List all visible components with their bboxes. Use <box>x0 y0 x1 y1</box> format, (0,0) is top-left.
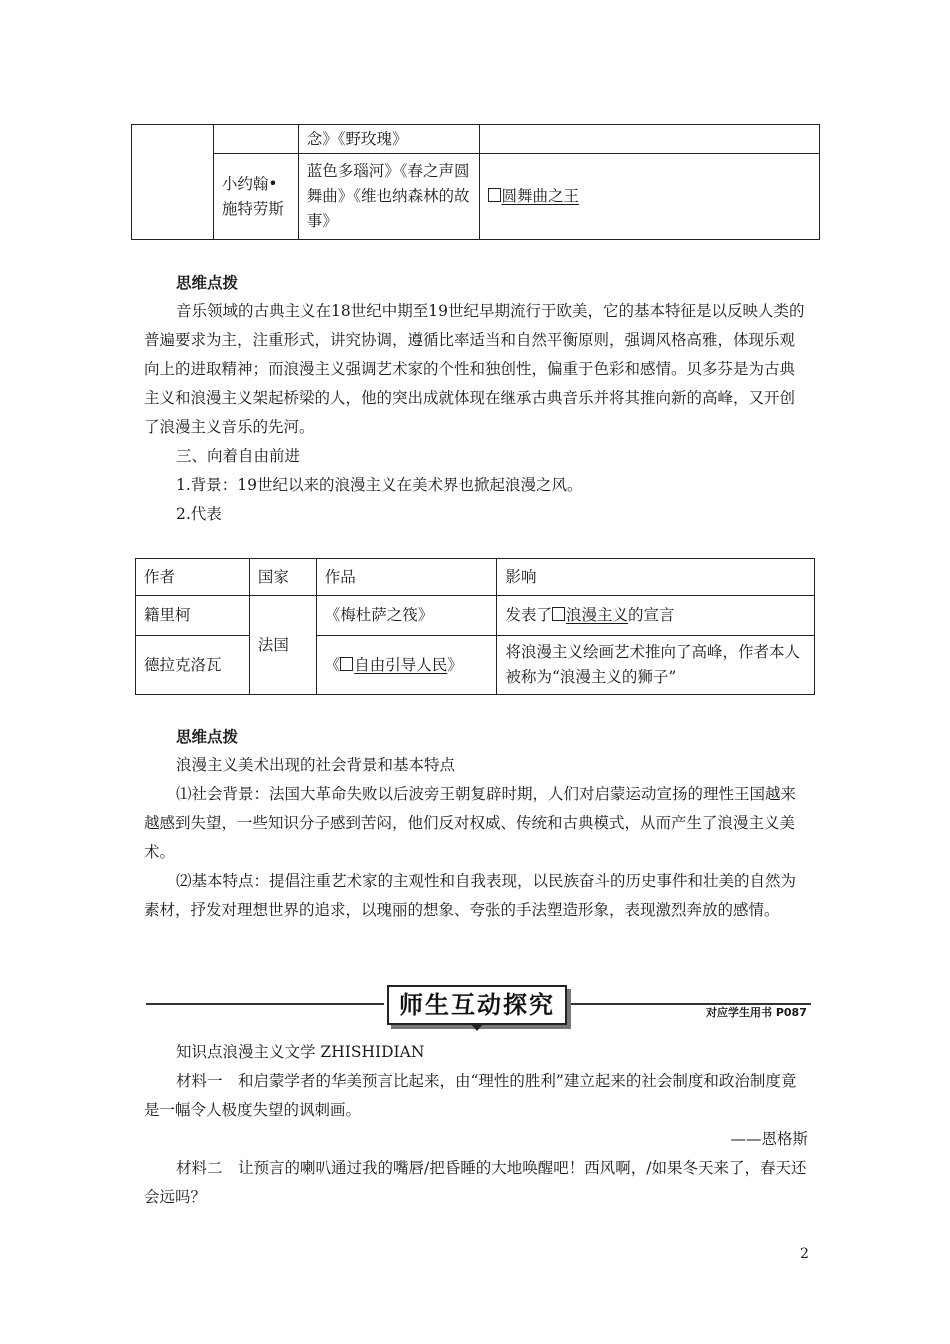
table1-composer-cell-empty <box>213 125 298 154</box>
influence-delacroix: 将浪漫主义绘画艺术推向了高峰，作者本人被称为“浪漫主义的狮子” <box>497 636 815 695</box>
section-title-3: 三、向着自由前进 <box>176 447 301 465</box>
table1-works-strauss: 蓝色多瑙河》《春之声圆舞曲》《维也纳森林的故事》 <box>298 154 479 240</box>
blank-box-icon <box>488 188 501 202</box>
blank-box-icon <box>552 607 565 621</box>
work-suffix: 》 <box>447 655 463 674</box>
section-heading-2: 思维点拨 <box>176 727 239 746</box>
banner-title: 师生互动探究 <box>387 985 567 1025</box>
header-country: 国家 <box>249 559 316 596</box>
work-liberty <box>316 636 497 695</box>
paragraph-text: 材料一 和启蒙学者的华美预言比起来，由“理性的胜利”建立起来的社会制度和政治制度竟是一幅令人极度失望的讽刺画。 <box>144 1072 797 1119</box>
banner-pointer-icon <box>470 1023 484 1031</box>
work-prefix: 《 <box>324 655 341 674</box>
section2-intro: 浪漫主义美术出现的社会背景和基本特点 <box>176 756 456 774</box>
header-work: 作品 <box>316 559 497 596</box>
paragraph-features <box>144 867 810 925</box>
header-author: 作者 <box>136 559 250 596</box>
painters-table <box>135 558 815 695</box>
composers-table <box>131 124 820 240</box>
material-one-source: ——恩格斯 <box>730 1130 808 1148</box>
author-delacroix: 德拉克洛瓦 <box>136 636 250 695</box>
fill-blank <box>340 656 447 674</box>
banner-reference: 对应学生用书 P087 <box>706 1006 807 1019</box>
paragraph-text: ⑴社会背景：法国大革命失败以后波旁王朝复辟时期，人们对启蒙运动宣扬的理性王国越来越感到失望，一些知识分子感到苦闷，他们反对权威、传统和古典模式，从而产生了浪漫主义美术。 <box>144 785 797 861</box>
table1-composer-strauss: 小约翰•施特劳斯 <box>213 154 298 240</box>
table1-blank-cell <box>132 125 214 240</box>
influence-suffix: 的宣言 <box>628 606 675 624</box>
item-representatives: 2.代表 <box>176 505 222 523</box>
page-number: 2 <box>800 1246 809 1262</box>
country-france: 法国 <box>249 596 316 695</box>
paragraph-background <box>144 780 810 867</box>
table1-influence-cell-empty <box>479 125 819 154</box>
paragraph-text: 材料二 让预言的喇叭通过我的嘴唇/把昏睡的大地唤醒吧！西风啊，/如果冬天来了，春天还会远吗？ <box>144 1159 807 1206</box>
influence-gericault <box>497 596 815 636</box>
paragraph-text: 音乐领域的古典主义在18世纪中期至19世纪早期流行于欧美，它的基本特征是以反映人类的普遍要求为主，注重形式，讲究协调，遵循比率适当和自然平衡原则，强调风格高雅，体现乐观向上的进取精神；而浪漫主义强调艺术家的个性和独创性，偏重于色彩和感情。贝多芬是为古典主义和浪漫主义架起桥梁的人，他的突出成就体现在继承古典音乐并将其推向新的高峰，又开创了浪漫主义音乐的先河。 <box>144 302 805 436</box>
table1-influence-strauss <box>479 154 819 240</box>
blank-answer: 浪漫主义 <box>566 606 629 624</box>
influence-text: 圆舞曲之王 <box>501 187 580 205</box>
section-heading-1: 思维点拨 <box>176 273 239 292</box>
paragraph-classicism <box>144 297 810 442</box>
author-gericault: 籍里柯 <box>136 596 250 636</box>
influence-prefix: 发表了 <box>505 606 552 624</box>
table1-works-cont: 念》《野玫瑰》 <box>298 125 479 154</box>
knowledge-point: 知识点浪漫主义文学 ZHISHIDIAN <box>176 1043 425 1061</box>
work-raft: 《梅杜萨之筏》 <box>316 596 497 636</box>
blank-answer: 自由引导人民 <box>354 655 448 674</box>
material-one <box>144 1067 810 1125</box>
banner-rule-left <box>146 1003 384 1005</box>
fill-blank <box>552 606 628 624</box>
blank-box-icon <box>340 657 353 671</box>
paragraph-text: ⑵基本特点：提倡注重艺术家的主观性和自我表现，以民族奋斗的历史事件和壮美的自然为素材，抒发对理想世界的追求，以瑰丽的想象、夸张的手法塑造形象，表现激烈奔放的感情。 <box>144 872 797 919</box>
material-two <box>144 1154 810 1212</box>
header-influence: 影响 <box>497 559 815 596</box>
item-background: 1.背景：19世纪以来的浪漫主义在美术界也掀起浪漫之风。 <box>176 476 583 494</box>
fill-blank <box>488 187 580 205</box>
